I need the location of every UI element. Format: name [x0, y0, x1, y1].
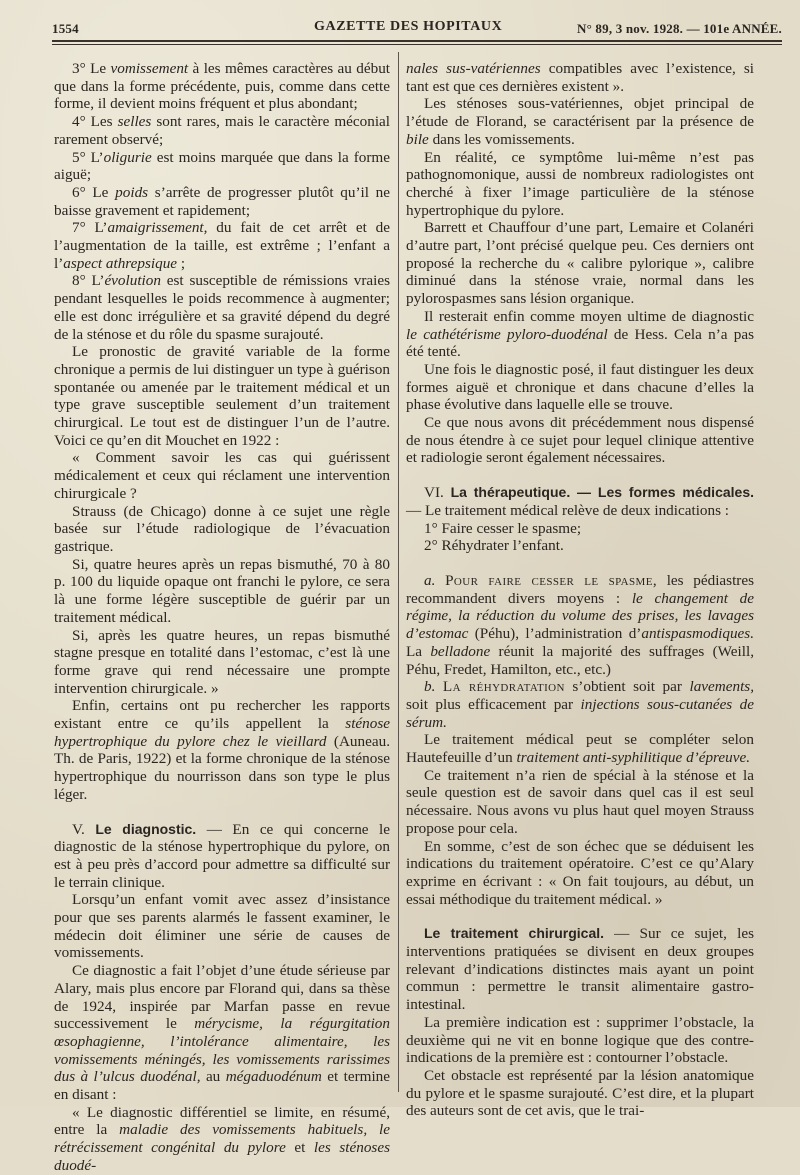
paragraph: Enfin, certains ont pu rechercher les rapports existant entre ce qu’ils appellent la sténose hypertrophique du pylore chez le vieillard (Auneau. Th. de Paris, 1922) et la forme chronique de la sténose hypertrophique du nourrisson dans son type le plus léger.: [54, 697, 390, 803]
paragraph: 8° L’évolution est susceptible de rémissions vraies pendant lesquelles le poids recommence à augmenter; elle est donc irrégulière et sa gravité dépend du degré de la sténose et du rôle du spasme surajouté.: [54, 272, 391, 343]
section-heading-therapeutique: VI. La thérapeutique. — Les formes médicales. — Le traitement médical relève de deux indications :: [406, 484, 754, 519]
journal-title: GAZETTE DES HOPITAUX: [314, 19, 503, 34]
column-divider: [398, 52, 399, 1092]
paragraph: nales sus-vatériennes compatibles avec l’existence, si tant est que ces dernières existent ».: [406, 60, 754, 95]
header-rule: [52, 40, 782, 42]
paragraph: Il resterait enfin comme moyen ultime de diagnostic le cathétérisme pyloro-duodénal de Hess. Cela n’a pas été tenté.: [406, 307, 754, 361]
paragraph: 5° L’oligurie est moins marquée que dans la forme aiguë;: [54, 148, 390, 184]
paragraph: En somme, c’est de son échec que se déduisent les indications du traitement opératoire. C’est ce qu’Alary exprime en écrivant : « On fait toujours, au début, un essai méthodique du traitement médical. »: [406, 837, 754, 908]
page-number: 1554: [52, 21, 79, 36]
paragraph: Une fois le diagnostic posé, il faut distinguer les deux formes aiguë et chronique et dans chacune d’elles la phase évolutive dans laquelle elle se trouve.: [406, 360, 754, 414]
paragraph: Barrett et Chauffour d’une part, Lemaire et Colanéri d’autre part, l’ont précisé quelque peu. Ces derniers ont proposé la recherche du « calibre pylorique », calibre diminué dans la sténose vraie, normal dans les pylorospasmes sans lésion organique.: [406, 219, 754, 308]
paragraph: a. Pour faire cesser le spasme, les pédiastres recommandent divers moyens : le changement de régime, la réduction du volume des prises, les lavages d’estomac (Péhu), l’administration d’antispasmodiques. La belladone réunit la majorité des suffrages (Weill, Péhu, Fredet, Hamilton, etc., etc.): [406, 571, 754, 678]
left-column: [54, 60, 390, 1175]
list-item: 2° Réhydrater l’enfant.: [424, 537, 564, 555]
paragraph: Strauss (de Chicago) donne à ce sujet une règle basée sur l’étude radiologique de l’évacuation gastrique.: [54, 502, 390, 555]
paragraph: b. La réhydratation s’obtient soit par lavements, soit plus efficacement par injections sous-cutanées de sérum.: [406, 678, 754, 731]
header-rule-thin: [52, 44, 782, 45]
paragraph: Cet obstacle est représenté par la lésion anatomique du pylore et le spasme surajouté. C’est dire, et la plupart des auteurs sont de cet avis, que le trai-: [406, 1066, 754, 1120]
paragraph: Le traitement médical peut se compléter selon Hautefeuille d’un traitement anti-syphilitique d’épreuve.: [406, 731, 754, 767]
paragraph: Lorsqu’un enfant vomit avec assez d’insistance pour que ses parents alarmés le fassent examiner, le médecin doit éliminer une série de causes de vomissements.: [54, 891, 390, 962]
paragraph: 3° Le vomissement à les mêmes caractères au début que dans la forme précédente, puis, comme dans cette forme, il devient moins fréquent et plus abondant;: [54, 60, 391, 113]
page-header: [52, 18, 782, 40]
paragraph: « Le diagnostic différentiel se limite, en résumé, entre la maladie des vomissements habituels, le rétrécissement congénital du pylore et les sténoses duodé-: [54, 1103, 390, 1174]
paragraph: Si, après les quatre heures, un repas bismuthé stagne presque en totalité dans l’estomac, c’est là une forme grave qui rend nécessaire une prompte intervention chirurgicale. »: [54, 626, 390, 697]
paragraph: Le pronostic de gravité variable de la forme chronique a permis de lui distinguer un type à guérison spontanée ou amenée par le traitement médical et un type grave susceptible seulement d’un traitement chirurgical. Le tout est de distinguer l’un de l’autre. Voici ce qu’en dit Mouchet en 1922 :: [54, 343, 390, 449]
paragraph: Ce traitement n’a rien de spécial à la sténose et la seule question est de savoir dans quel cas il est seul nécessaire. Nous avons vu plus haut quel moyen Strauss propose pour cela.: [406, 766, 754, 837]
paragraph: Les sténoses sous-vatériennes, objet principal de l’étude de Florand, se caractérisent par la présence de bile dans les vomissements.: [406, 95, 754, 148]
paragraph: La première indication est : supprimer l’obstacle, la deuxième qui ne vit en bonne logique que des contre-indications de la première est : contourner l’obstacle.: [406, 1013, 754, 1067]
paragraph: Si, quatre heures après un repas bismuthé, 70 à 80 p. 100 du liquide opaque ont franchi le pylore, ce sera là une forme légère susceptible de guérir par un traitement médical.: [54, 555, 390, 626]
paragraph: Ce diagnostic a fait l’objet d’une étude sérieuse par Alary, mais plus encore par Florand qui, dans sa thèse de 1924, inspirée par Marfan passe en revue successivement le mérycisme, la régurgitation œsophagienne, l’intolérance alimentaire, les vomissements méningés, les vomissements rarissimes dus à l’ulcus duodénal, au mégaduodénum et termine en disant :: [54, 962, 390, 1104]
paragraph: Ce que nous avons dit précédemment nous dispensé de nous étendre à ce sujet pour lequel clinique attentive et radiologie seront également nécessaires.: [406, 414, 754, 467]
paragraph: 4° Les selles sont rares, mais le caractère méconial rarement observé;: [54, 113, 390, 148]
paragraph: « Comment savoir les cas qui guérissent médicalement et ceux qui réclament une intervention chirurgicale ?: [54, 449, 390, 502]
list-item: 1° Faire cesser le spasme;: [424, 519, 582, 537]
paragraph: En réalité, ce symptôme lui-même n’est pas pathognomonique, aussi de nombreux radiologistes ont cherché à fixer l’image particulière de la sténose hypertrophique du pylore.: [406, 148, 754, 219]
paragraph: 6° Le poids s’arrête de progresser plutôt qu’il ne baisse gravement et rapidement;: [54, 183, 391, 219]
issue-info: N° 89, 3 nov. 1928. — 101e ANNÉE.: [576, 21, 782, 36]
section-heading-diagnostic: V. Le diagnostic. — En ce qui concerne le diagnostic de la sténose hypertrophique du pylore, on est à peu près d’accord pour admettre sa difficulté sur le terrain clinique.: [54, 820, 391, 891]
right-column: [406, 60, 754, 1120]
paragraph: 7° L’amaigrissement, du fait de cet arrêt et de l’augmentation de la taille, est extrême ; l’enfant a l’aspect athrepsique ;: [54, 219, 391, 272]
section-heading-chirurgical: Le traitement chirurgical. — Sur ce sujet, les interventions pratiquées se divisent en deux groupes relevant d’indications distinctes mais ayant un point commun : permettre le transit alimentaire gastro-intestinal.: [406, 925, 754, 1014]
